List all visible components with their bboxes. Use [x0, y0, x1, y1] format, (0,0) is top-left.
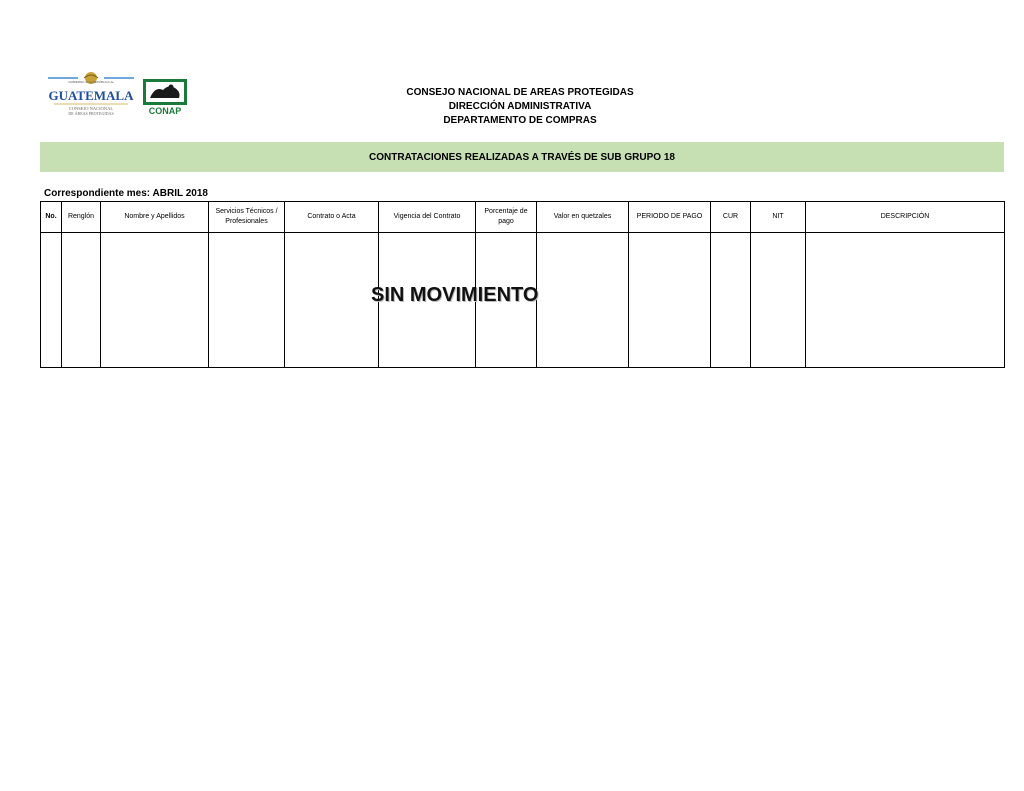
col-header-vigencia: Vigencia del Contrato	[379, 202, 476, 233]
col-header-contrato: Contrato o Acta	[285, 202, 379, 233]
month-label: Correspondiente mes: ABRIL 2018	[44, 188, 208, 199]
col-header-valor: Valor en quetzales	[537, 202, 629, 233]
no-movement-stamp: SIN MOVIMIENTO	[371, 284, 539, 306]
header-line-2: DIRECCIÓN ADMINISTRATIVA	[448, 101, 592, 112]
col-header-nit: NIT	[751, 202, 806, 233]
table-cell	[209, 233, 285, 368]
svg-text:DE ÁREAS PROTEGIDAS: DE ÁREAS PROTEGIDAS	[68, 111, 114, 116]
col-header-no: No.	[41, 202, 62, 233]
col-header-periodo: PERIODO DE PAGO	[629, 202, 711, 233]
header-line-3: DEPARTAMENTO DE COMPRAS	[443, 115, 597, 126]
table-header-row	[41, 202, 1005, 233]
svg-text:CONAP: CONAP	[148, 106, 182, 116]
table-cell	[285, 233, 379, 368]
table-cell	[751, 233, 806, 368]
table-cell	[711, 233, 751, 368]
band-title: CONTRATACIONES REALIZADAS A TRAVÉS DE SUB GRUPO 18	[369, 151, 675, 163]
col-header-renglon: Renglón	[62, 202, 101, 233]
col-header-descripcion: DESCRIPCIÓN	[806, 202, 1005, 233]
header-line-1: CONSEJO NACIONAL DE AREAS PROTEGIDAS	[406, 87, 634, 98]
table-cell	[537, 233, 629, 368]
table-cell	[101, 233, 209, 368]
table-cell	[629, 233, 711, 368]
title-band	[40, 142, 1004, 172]
table-cell	[62, 233, 101, 368]
svg-text:CONSEJO NACIONAL: CONSEJO NACIONAL	[68, 106, 114, 111]
conap-logo	[141, 78, 189, 116]
svg-text:GUATEMALA: GUATEMALA	[48, 88, 134, 103]
col-header-cur: CUR	[711, 202, 751, 233]
col-header-servicios: Servicios Técnicos / Profesionales	[209, 202, 285, 233]
guatemala-logo	[46, 70, 136, 120]
table-cell	[806, 233, 1005, 368]
col-header-nombre: Nombre y Apellidos	[101, 202, 209, 233]
table-cell	[41, 233, 62, 368]
col-header-porcentaje: Porcentaje de pago	[476, 202, 537, 233]
svg-text:GOBIERNO de la REPÚBLICA de: GOBIERNO de la REPÚBLICA de	[68, 80, 114, 84]
